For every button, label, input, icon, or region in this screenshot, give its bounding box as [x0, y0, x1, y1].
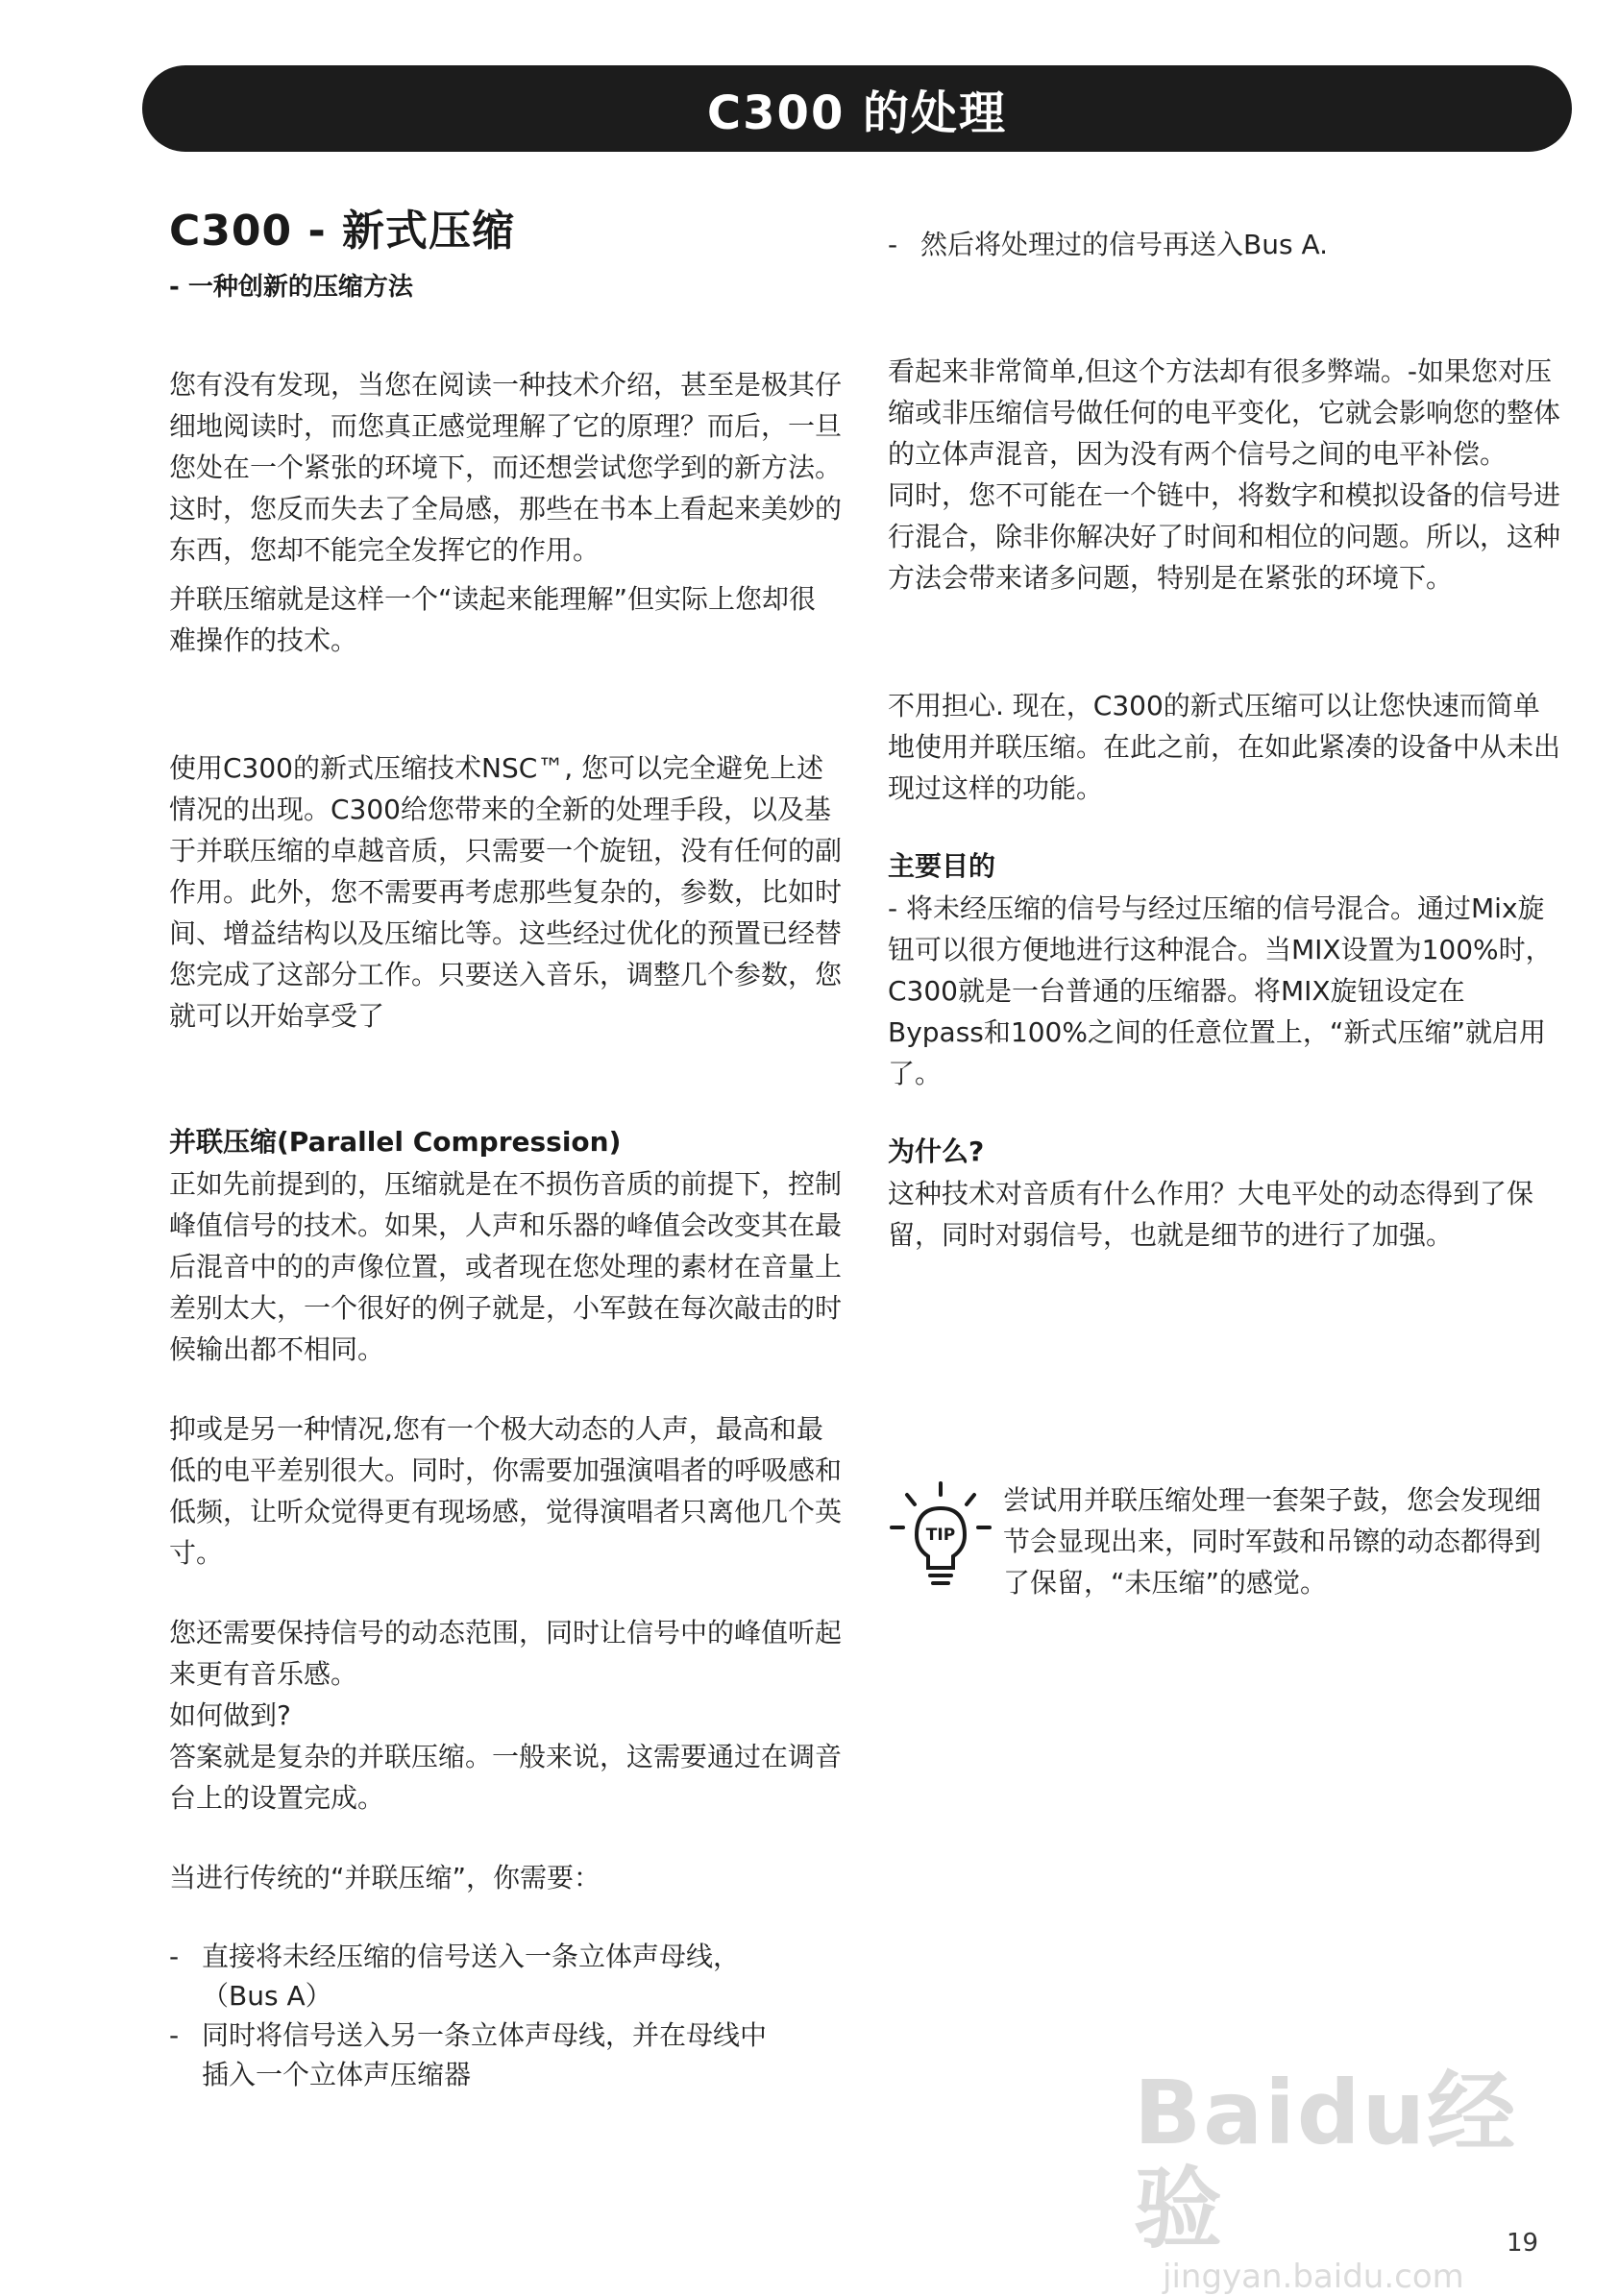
list-item	[169, 2015, 842, 2094]
title-banner	[142, 65, 1572, 152]
paragraph: 您还需要保持信号的动态范围，同时让信号中的峰值听起来更有音乐感。	[169, 1617, 843, 1690]
paragraph: 正如先前提到的，压缩就是在不损伤音质的前提下，控制峰值信号的技术。如果，人声和乐器的峰值会改变其在最后混音中的的声像位置，或者现在您处理的素材在音量上差别太大，一个很好的例子就是，小军鼓在每次敲击的时候输出都不相同。	[169, 1168, 843, 1365]
lightbulb-icon	[888, 1479, 993, 1595]
list-item-text: 直接将未经压缩的信号送入一条立体声母线，（Bus A）	[202, 1941, 741, 2012]
list-item-text: 然后将处理过的信号再送入Bus A.	[920, 229, 1329, 260]
tip-text: 尝试用并联压缩处理一套架子鼓，您会发现细节会显现出来，同时军鼓和吊镲的动态都得到了保留，“未压缩”的感觉。	[1003, 1484, 1542, 1599]
left-column	[169, 188, 842, 2094]
paragraph: 使用C300的新式压缩技术NSC™, 您可以完全避免上述情况的出现。C300给您带来的全新的处理手段，以及基于并联压缩的卓越音质，只需要一个旋钮，没有任何的副作用。此外，您不需要再考虑那些复杂的，参数，比如时间、增益结构以及压缩比等。这些经过优化的预置已经替您完成了这部分工作。只要送入音乐，调整几个参数，您就可以开始享受了	[169, 752, 843, 1032]
paragraph: 看起来非常简单,但这个方法却有很多弊端。-如果您对压缩或非压缩信号做任何的电平变化，它就会影响您的整体的立体声混音，因为没有两个信号之间的电平补偿。	[888, 355, 1561, 470]
subsection-heading: 为什么?	[888, 1136, 985, 1167]
paragraph: 同时，您不可能在一个链中，将数字和模拟设备的信号进行混合，除非你解决好了时间和相位的问题。所以，这种方法会带来诸多问题，特别是在紧张的环境下。	[888, 479, 1561, 594]
paragraph: 不用担心. 现在，C300的新式压缩可以让您快速而简单地使用并联压缩。在此之前，在如此紧凑的设备中从未出现过这样的功能。	[888, 690, 1561, 804]
tip-box	[888, 1479, 1541, 1603]
subsection-heading: 主要目的	[888, 850, 996, 882]
paragraph: 当进行传统的“并联压缩”，你需要：	[169, 1862, 601, 1893]
section-subheading: - 一种创新的压缩方法	[169, 273, 413, 302]
tip-label: TIP	[925, 1526, 956, 1545]
paragraph: 抑或是另一种情况,您有一个极大动态的人声，最高和最低的电平差别很大。同时，你需要加强演唱者的呼吸感和低频，让听众觉得更有现场感，觉得演唱者只离他几个英寸。	[169, 1413, 843, 1569]
list-item	[888, 225, 1560, 264]
list-item	[169, 1937, 842, 2015]
paragraph: 您有没有发现，当您在阅读一种技术介绍，甚至是极其仔细地阅读时，而您真正感觉理解了它的原理？而后，一旦您处在一个紧张的环境下，而还想尝试您学到的新方法。这时，您反而失去了全局感，那些在书本上看起来美妙的东西，您却不能完全发挥它的作用。	[169, 369, 843, 566]
list-dash: -	[888, 229, 898, 260]
paragraph: 并联压缩就是这样一个“读起来能理解”但实际上您却很难操作的技术。	[169, 583, 817, 656]
list-dash: -	[169, 2019, 180, 2051]
list-item-text: 同时将信号送入另一条立体声母线，并在母线中插入一个立体声压缩器	[202, 2019, 768, 2090]
section-heading: C300 - 新式压缩	[169, 207, 516, 256]
watermark-url: jingyan.baidu.com	[1163, 2258, 1464, 2296]
paragraph: 这种技术对音质有什么作用？大电平处的动态得到了保留，同时对弱信号，也就是细节的进行了加强。	[888, 1178, 1534, 1251]
page-title: C300 的处理	[706, 85, 1008, 140]
subsection-heading: 并联压缩(Parallel Compression)	[169, 1126, 622, 1158]
watermark-logo: Baidu经验	[1134, 2062, 1518, 2260]
paragraph: - 将未经压缩的信号与经过压缩的信号混合。通过Mix旋钮可以很方便地进行这种混合。当MIX设置为100%时，C300就是一台普通的压缩器。将MIX旋钮设定在Bypass和100%之间的任意位置上，“新式压缩”就启用了。	[888, 892, 1553, 1089]
paragraph: 如何做到?	[169, 1699, 291, 1731]
list-dash: -	[169, 1941, 180, 1972]
page-number: 19	[1507, 2229, 1539, 2258]
right-column	[888, 188, 1560, 1256]
paragraph: 答案就是复杂的并联压缩。一般来说，这需要通过在调音台上的设置完成。	[169, 1741, 843, 1814]
